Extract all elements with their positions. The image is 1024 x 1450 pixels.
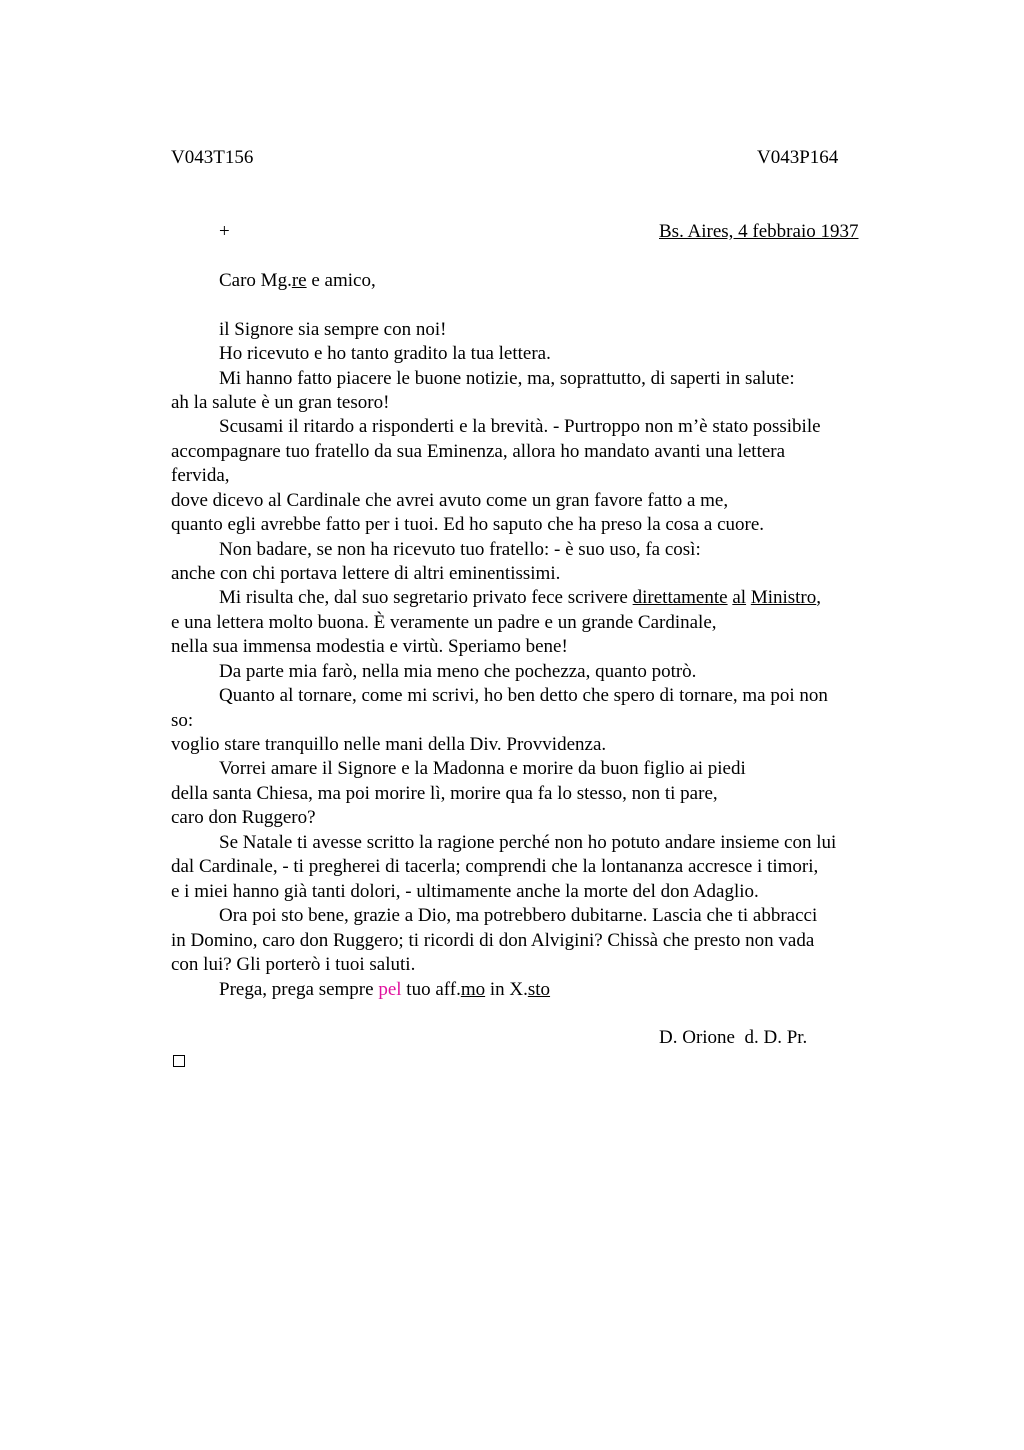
body-line: Non badare, se non ha ricevuto tuo fratello: - è suo uso, fa così:	[219, 539, 701, 560]
body-line: caro don Ruggero?	[171, 807, 316, 828]
underlined-word: Ministro	[750, 587, 817, 608]
underlined-abbrev: mo	[460, 979, 486, 1000]
body-line: della santa Chiesa, ma poi morire lì, morire qua fa lo stesso, non ti pare,	[171, 783, 718, 804]
checkbox-square-icon	[173, 1055, 185, 1067]
underlined-abbrev: sto	[527, 979, 551, 1000]
body-line: accompagnare tuo fratello da sua Eminenza, allora ho mandato avanti una lettera	[171, 441, 786, 462]
body-line: il Signore sia sempre con noi!	[219, 319, 447, 340]
body-line: e i miei hanno già tanti dolori, - ultimamente anche la morte del don Adaglio.	[171, 881, 759, 902]
body-line: Se Natale ti avesse scritto la ragione perché non ho potuto andare insieme con lui	[219, 832, 837, 853]
salutation-start: Caro Mg.	[219, 270, 292, 291]
cross-mark: +	[219, 221, 230, 242]
body-line: dal Cardinale, - ti pregherei di tacerla; comprendi che la lontananza accresce i timori,	[171, 856, 819, 877]
body-text: ,	[816, 587, 822, 608]
header-left-code: V043T156	[171, 147, 254, 168]
highlighted-word: pel	[378, 979, 402, 1000]
signature: D. Orione d. D. Pr.	[659, 1027, 808, 1048]
body-line: nella sua immensa modestia e virtù. Speriamo bene!	[171, 636, 568, 657]
salutation-end: e amico,	[306, 270, 376, 291]
salutation-abbrev: re	[291, 270, 307, 291]
body-line: Ho ricevuto e ho tanto gradito la tua lettera.	[219, 343, 551, 364]
body-line	[219, 586, 821, 610]
salutation	[219, 269, 376, 293]
body-line: dove dicevo al Cardinale che avrei avuto come un gran favore fatto a me,	[171, 490, 729, 511]
underlined-word: al	[732, 587, 747, 608]
body-line: ah la salute è un gran tesoro!	[171, 392, 390, 413]
closing-text: Prega, prega sempre	[219, 979, 379, 1000]
body-line: e una lettera molto buona. È veramente un padre e un grande Cardinale,	[171, 612, 717, 633]
underlined-word: direttamente	[632, 587, 728, 608]
body-line: anche con chi portava lettere di altri eminentissimi.	[171, 563, 561, 584]
body-line: Mi hanno fatto piacere le buone notizie, ma, soprattutto, di saperti in salute:	[219, 368, 795, 389]
closing-text: in X.	[485, 979, 528, 1000]
body-line: Vorrei amare il Signore e la Madonna e morire da buon figlio ai piedi	[219, 758, 746, 779]
body-line: con lui? Gli porterò i tuoi saluti.	[171, 954, 416, 975]
body-line: fervida,	[171, 465, 230, 486]
body-line: Ora poi sto bene, grazie a Dio, ma potrebbero dubitarne. Lascia che ti abbracci	[219, 905, 818, 926]
body-line: Quanto al tornare, come mi scrivi, ho ben detto che spero di tornare, ma poi non	[219, 685, 828, 706]
body-line: in Domino, caro don Ruggero; ti ricordi di don Alvigini? Chissà che presto non vada	[171, 930, 815, 951]
closing-text: tuo aff.	[401, 979, 461, 1000]
body-text: Mi risulta che, dal suo segretario privato fece scrivere	[219, 587, 633, 608]
body-line: quanto egli avrebbe fatto per i tuoi. Ed ho saputo che ha preso la cosa a cuore.	[171, 514, 765, 535]
body-line: voglio stare tranquillo nelle mani della Div. Provvidenza.	[171, 734, 607, 755]
header-right-code: V043P164	[757, 147, 839, 168]
closing-line	[219, 978, 550, 1002]
body-line: Da parte mia farò, nella mia meno che pochezza, quanto potrò.	[219, 661, 697, 682]
place-date: Bs. Aires, 4 febbraio 1937	[659, 221, 859, 242]
body-line: Scusami il ritardo a risponderti e la brevità. - Purtroppo non m’è stato possibile	[219, 416, 821, 437]
body-line: so:	[171, 710, 194, 731]
